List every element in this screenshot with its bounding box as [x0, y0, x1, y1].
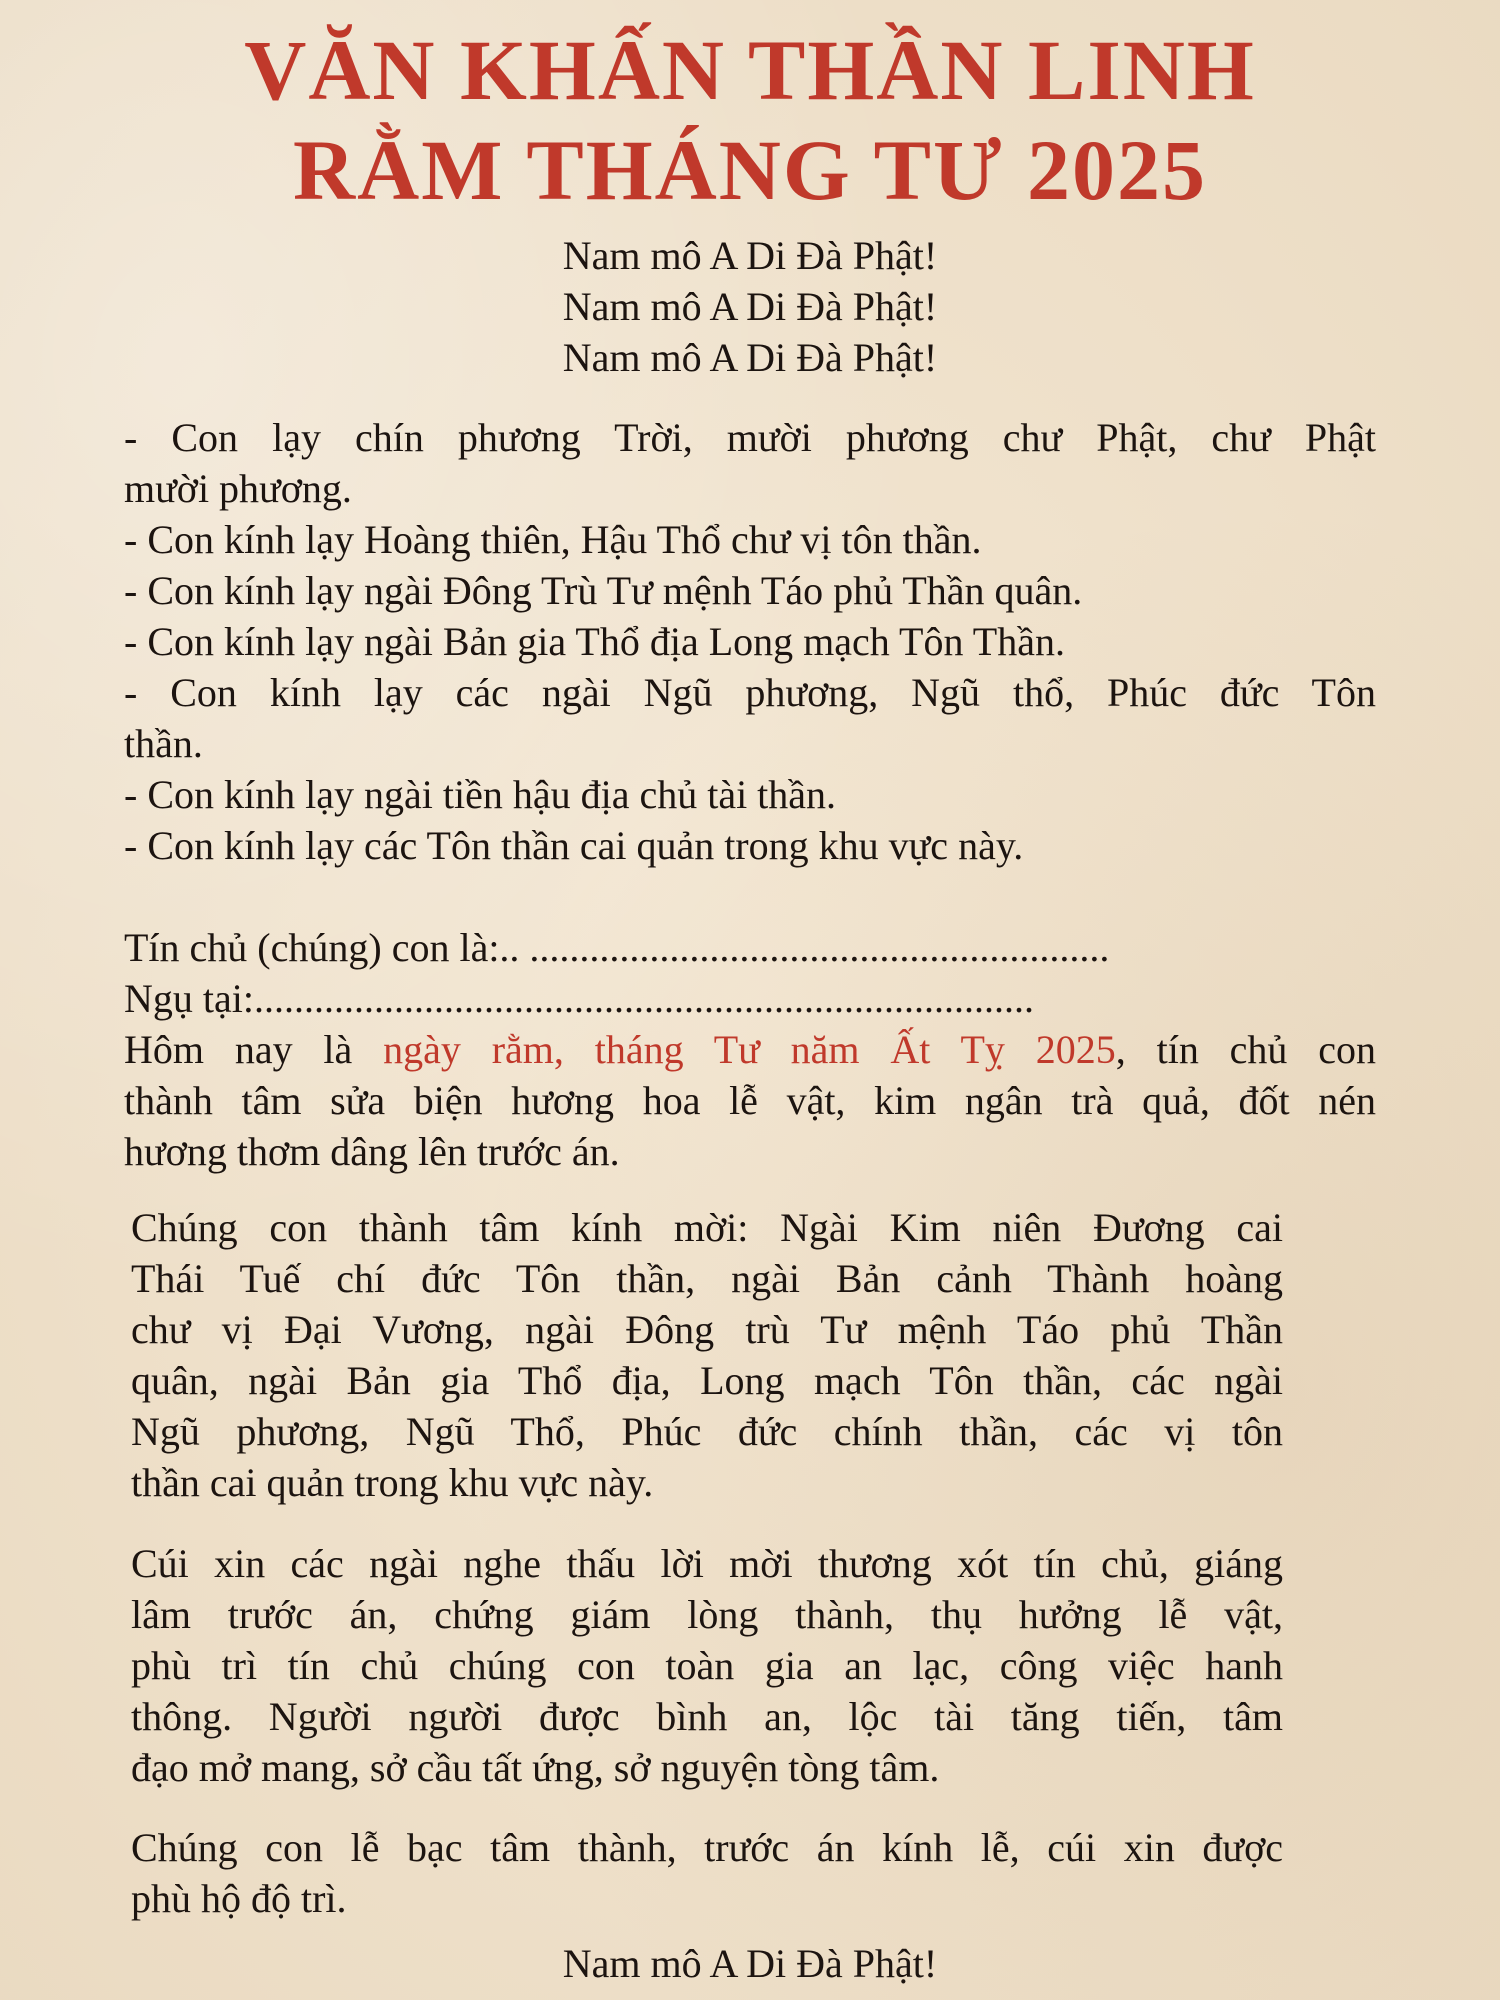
offering-paragraph: [131, 1822, 1283, 1924]
invite-line-4: quân, ngài Bản gia Thổ địa, Long mạch Tôn thần, các ngài: [131, 1358, 1283, 1403]
bow-item-3: - Con kính lạy ngài Đông Trù Tư mệnh Táo phủ Thần quân.: [124, 568, 1083, 613]
invite-line-5: Ngũ phương, Ngũ Thổ, Phúc đức chính thần, các vị tôn: [131, 1409, 1283, 1454]
bow-item-2: - Con kính lạy Hoàng thiên, Hậu Thổ chư vị tôn thần.: [124, 517, 982, 562]
plea-line-2: lâm trước án, chứng giám lòng thành, thụ hưởng lễ vật,: [131, 1592, 1283, 1637]
plea-line-5: đạo mở mang, sở cầu tất ứng, sở nguyện tòng tâm.: [131, 1745, 940, 1790]
plea-line-4: thông. Người người được bình an, lộc tài tăng tiến, tâm: [131, 1694, 1283, 1739]
today-line-2: thành tâm sửa biện hương hoa lễ vật, kim ngân trà quả, đốt nén: [124, 1078, 1376, 1123]
bow-item-4: - Con kính lạy ngài Bản gia Thổ địa Long mạch Tôn Thần.: [124, 619, 1065, 664]
offering-line-2: phù hộ độ trì.: [131, 1876, 347, 1921]
devotee-address-line: Ngụ tại:..............................................................................: [124, 976, 1034, 1021]
bow-item-1a: - Con lạy chín phương Trời, mười phương chư Phật, chư Phật: [124, 415, 1376, 460]
bow-item-1b: mười phương.: [124, 466, 352, 511]
plea-paragraph: [131, 1538, 1283, 1793]
title-line-1: VĂN KHẤN THẦN LINH: [244, 22, 1256, 118]
bow-item-5a: - Con kính lạy các ngài Ngũ phương, Ngũ thổ, Phúc đức Tôn: [124, 670, 1376, 715]
devotee-name-line: Tín chủ (chúng) con là:.. ..........................................................: [124, 925, 1110, 970]
today-prefix: Hôm nay là: [124, 1027, 384, 1072]
invite-line-1: Chúng con thành tâm kính mời: Ngài Kim niên Đương cai: [131, 1205, 1283, 1250]
invocation-line-2: Nam mô A Di Đà Phật!: [562, 284, 938, 329]
today-suffix: , tín chủ con: [1115, 1027, 1377, 1072]
invite-line-3: chư vị Đại Vương, ngài Đông trù Tư mệnh Táo phủ Thần: [131, 1307, 1283, 1352]
bow-item-6: - Con kính lạy ngài tiền hậu địa chủ tài thần.: [124, 772, 837, 817]
today-date: ngày rằm, tháng Tư năm Ất Tỵ 2025: [383, 1027, 1116, 1072]
invite-line-6: thần cai quản trong khu vực này.: [131, 1460, 654, 1505]
offering-line-1: Chúng con lễ bạc tâm thành, trước án kính lễ, cúi xin được: [131, 1825, 1283, 1870]
closing-invocation: Nam mô A Di Đà Phật!: [562, 1941, 938, 1986]
bow-item-7: - Con kính lạy các Tôn thần cai quản trong khu vực này.: [124, 823, 1024, 868]
invocation-line-1: Nam mô A Di Đà Phật!: [562, 233, 938, 278]
bow-list: [124, 412, 1376, 871]
invite-line-2: Thái Tuế chí đức Tôn thần, ngài Bản cảnh Thành hoàng: [131, 1256, 1283, 1301]
plea-line-3: phù trì tín chủ chúng con toàn gia an lạc, công việc hanh: [131, 1643, 1283, 1688]
bow-item-5b: thần.: [124, 721, 203, 766]
today-line-1: [124, 1024, 1376, 1075]
title-line-2: RẰM THÁNG TƯ 2025: [293, 122, 1207, 218]
plea-line-1: Cúi xin các ngài nghe thấu lời mời thương xót tín chủ, giáng: [131, 1541, 1283, 1586]
invocation-line-3: Nam mô A Di Đà Phật!: [562, 335, 938, 380]
invitation-paragraph: [131, 1202, 1283, 1508]
today-line-3: hương thơm dâng lên trước án.: [124, 1129, 620, 1174]
devotee-info: [124, 922, 1376, 1177]
